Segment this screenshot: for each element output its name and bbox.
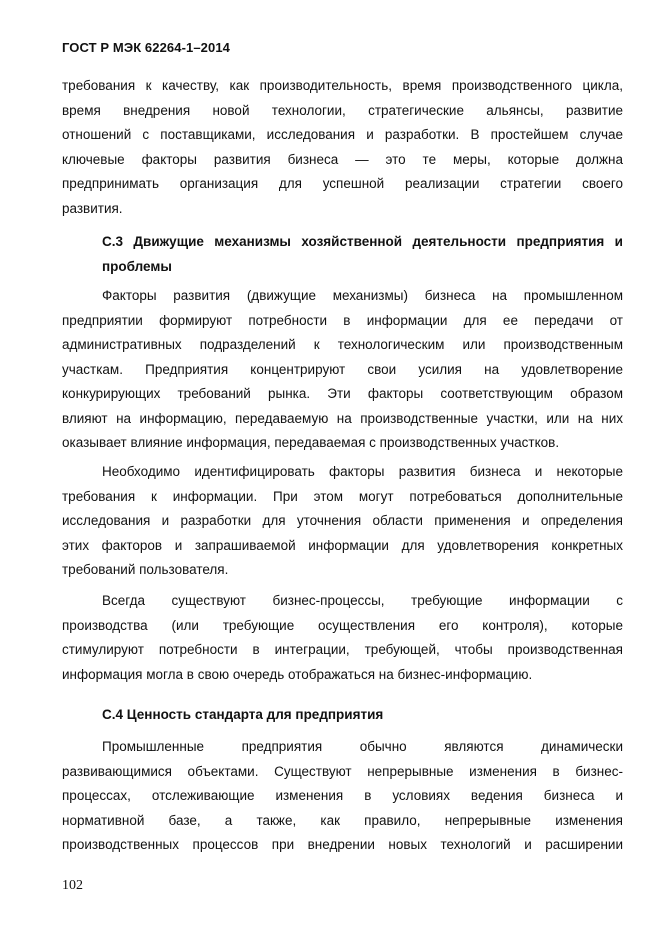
text-line: требования к качеству, как производительность, время производственного цикла,	[62, 78, 623, 93]
paragraph-2	[62, 284, 623, 456]
text-line: Всегда существуют бизнес-процессы, требующие информации с	[102, 593, 623, 608]
text-line: отношений с поставщиками, исследования и разработки. В простейшем случае	[62, 127, 623, 142]
page-number: 102	[62, 878, 83, 893]
paragraph-5	[62, 735, 623, 858]
paragraph-1	[62, 74, 623, 221]
text-line: конкурирующих требований рынка. Эти факторы соответствующим образом	[62, 386, 623, 401]
text-line: исследования и разработки для уточнения области применения и определения	[62, 513, 623, 528]
text-line: предприятии формируют потребности в информации для ее передачи от	[62, 312, 623, 328]
text-line: административных подразделений к технологическим или производственным	[62, 337, 623, 352]
text-line: Промышленные предприятия обычно являются динамически	[102, 739, 623, 754]
text-line: информация могла в свою очередь отображаться на бизнес-информацию.	[62, 666, 533, 682]
text-line: предпринимать организация для успешной реализации стратегии своего	[62, 176, 623, 191]
text-line: этих факторов и запрашиваемой информации для удовлетворения конкретных	[62, 537, 623, 553]
text-line: участкам. Предприятия концентрируют свои усилия на удовлетворение	[62, 361, 623, 377]
section-heading-c4	[62, 703, 623, 728]
text-line: производственных процессов при внедрении новых технологий и расширении	[62, 837, 623, 852]
text-line: влияют на информацию, передаваемую на производственные участки, или на них	[62, 410, 623, 426]
text-line: нормативной базе, а также, как правило, непрерывные изменения	[62, 812, 623, 828]
text-line: требования к информации. При этом могут потребоваться дополнительные	[62, 488, 623, 504]
text-line: развития.	[62, 200, 123, 216]
heading-line: C.3 Движущие механизмы хозяйственной деятельности предприятия и	[102, 234, 623, 249]
text-line: время внедрения новой технологии, стратегические альянсы, развитие	[62, 102, 623, 118]
text-line: производства (или требующие осуществления его контроля), которые	[62, 617, 623, 633]
text-line: процессах, отслеживающие изменения в условиях ведения бизнеса и	[62, 788, 623, 803]
text-line: ключевые факторы развития бизнеса — это те меры, которые должна	[62, 151, 623, 167]
text-line: оказывает влияние информация, передаваемая с производственных участков.	[62, 435, 560, 450]
text-line: стимулируют потребности в интеграции, требующей, чтобы производственная	[62, 642, 623, 657]
heading-line: проблемы	[102, 258, 172, 274]
document-header: ГОСТ Р МЭК 62264-1–2014	[62, 40, 230, 55]
text-line: требований пользователя.	[62, 562, 229, 577]
text-line: Необходимо идентифицировать факторы развития бизнеса и некоторые	[102, 464, 623, 479]
paragraph-3	[62, 460, 623, 583]
text-line: Факторы развития (движущие механизмы) бизнеса на промышленном	[102, 288, 623, 303]
text-line: развивающимися объектами. Существуют непрерывные изменения в бизнес-	[62, 763, 623, 779]
heading-line: C.4 Ценность стандарта для предприятия	[102, 707, 384, 722]
paragraph-4	[62, 589, 623, 687]
section-heading-c3	[62, 230, 623, 279]
